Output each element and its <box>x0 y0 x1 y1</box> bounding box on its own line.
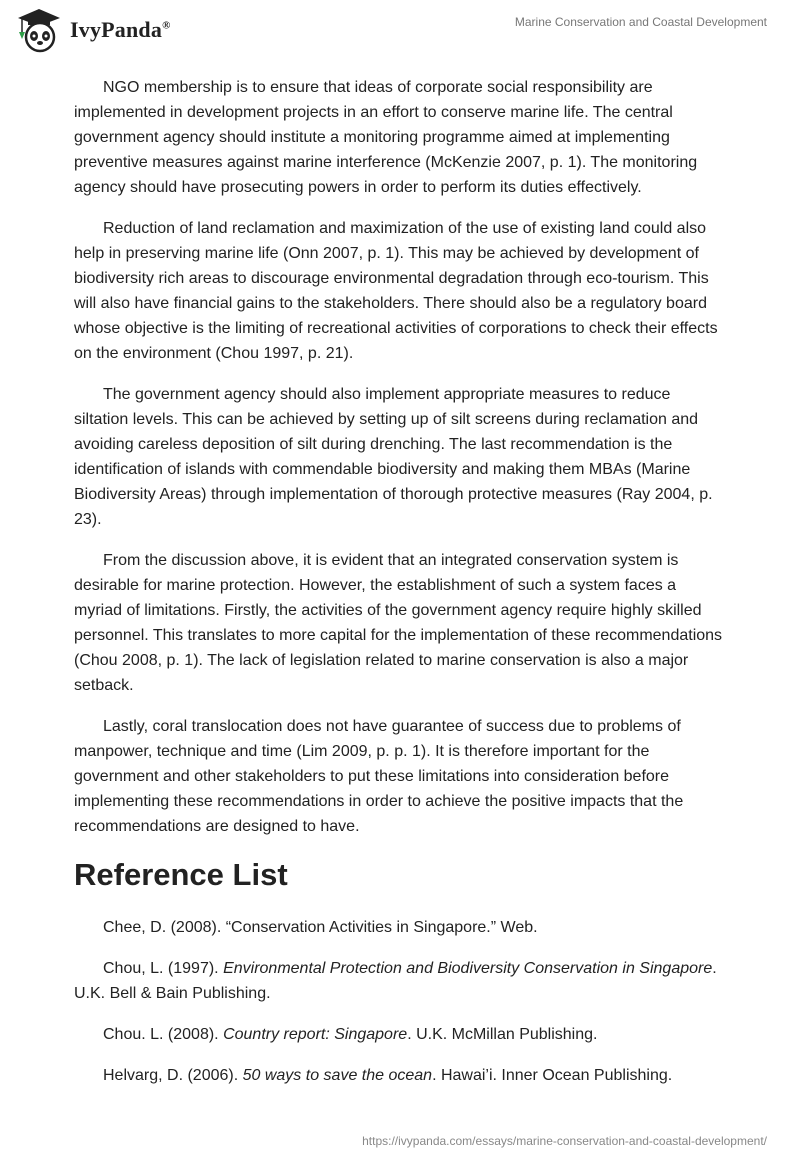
reference-title: Environmental Protection and Biodiversity Conservation in Singapore <box>223 960 713 977</box>
reference-item: Chou, L. (1997). Environmental Protection and Biodiversity Conservation in Singapore. U.K. Bell & Bain Publishing. <box>74 960 717 1002</box>
reference-item: Chou. L. (2008). Country report: Singapore. U.K. McMillan Publishing. <box>103 1026 598 1043</box>
reference-list-heading: Reference List <box>74 857 288 892</box>
document-title: Marine Conservation and Coastal Development <box>514 15 767 29</box>
reference-item: Chee, D. (2008). “Conservation Activities in Singapore.” Web. <box>103 919 538 936</box>
reference-item: Helvarg, D. (2006). 50 ways to save the ocean. Hawai’i. Inner Ocean Publishing. <box>103 1067 673 1084</box>
body-paragraph: Lastly, coral translocation does not have guarantee of success due to problems of manpower, technique and time (Lim 2009, p. p. 1). It is therefore important for the government and other stakeholders to put these limitations into consideration before implementing these recommendations in order to achieve the positive impacts that the recommendations are designed to have. <box>74 718 684 835</box>
reference-title: 50 ways to save the ocean <box>242 1067 433 1084</box>
source-url-link[interactable]: https://ivypanda.com/essays/marine-conservation-and-coastal-development/ <box>362 1134 767 1148</box>
body-paragraph: Reduction of land reclamation and maximization of the use of existing land could also help in preserving marine life (Onn 2007, p. 1). This may be achieved by development of biodiversity rich areas to discourage environmental degradation through eco-tourism. This will also have financial gains to the stakeholders. There should also be a regulatory board whose objective is the limiting of recreational activities of corporations to check their effects on the environment (Chou 1997, p. 21). <box>74 220 718 362</box>
panda-logo-icon <box>14 6 64 54</box>
body-paragraph: From the discussion above, it is evident that an integrated conservation system is desirable for marine protection. However, the establishment of such a system faces a myriad of limitations. Firstly, the activities of the government agency require highly skilled personnel. This translates to more capital for the implementation of these recommendations (Chou 2008, p. 1). The lack of legislation related to marine conservation is also a major setback. <box>74 552 723 694</box>
page-header <box>0 0 800 60</box>
essay-content <box>74 75 728 1104</box>
reference-title: Country report: Singapore <box>223 1026 408 1043</box>
logo-text: IvyPanda® <box>70 17 171 42</box>
site-logo[interactable] <box>14 6 171 54</box>
body-paragraph: NGO membership is to ensure that ideas of corporate social responsibility are implemented in development projects in an effort to conserve marine life. The central government agency should institute a monitoring programme aimed at implementing preventive measures against marine interference (McKenzie 2007, p. 1). The monitoring agency should have prosecuting powers in order to perform its duties effectively. <box>74 79 698 196</box>
body-paragraph: The government agency should also implement appropriate measures to reduce siltation levels. This can be achieved by setting up of silt screens during reclamation and avoiding careless deposition of silt during drenching. The last recommendation is the identification of islands with commendable biodiversity and making them MBAs (Marine Biodiversity Areas) through implementation of thorough protective measures (Ray 2004, p. 23). <box>74 386 713 528</box>
